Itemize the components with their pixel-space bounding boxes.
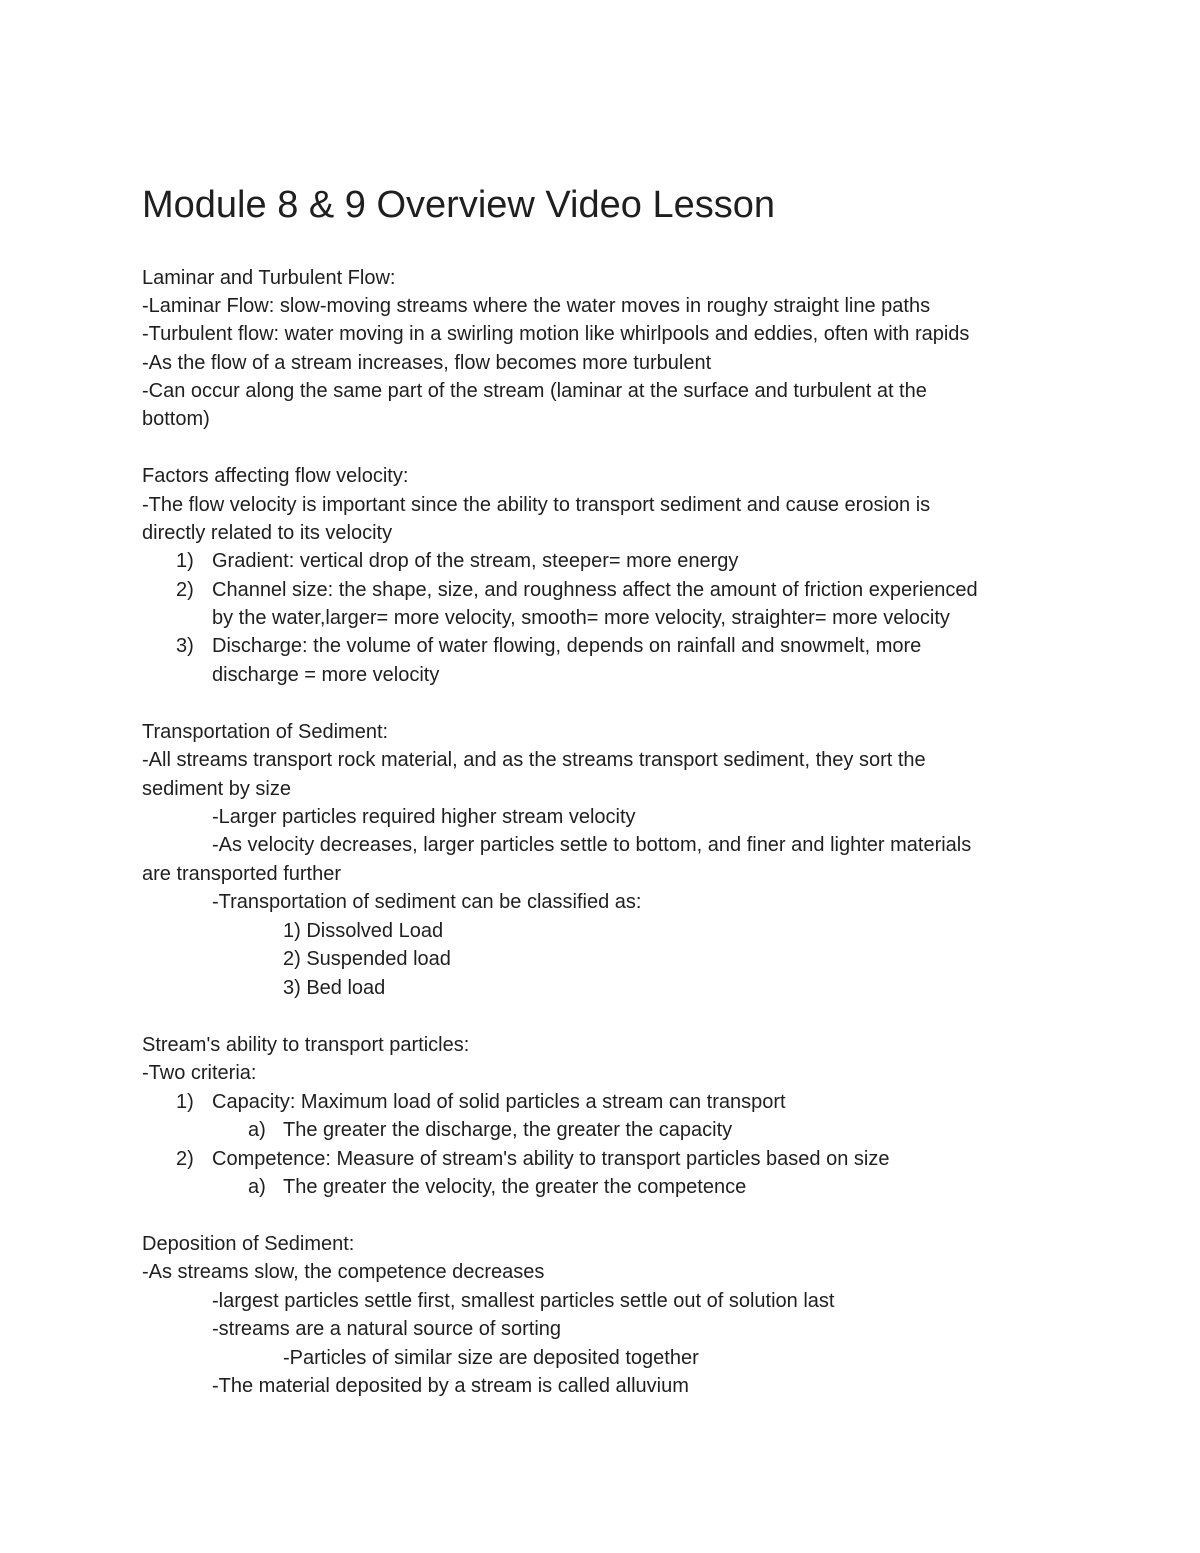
transport-load-item: 3) Bed load <box>283 977 386 999</box>
deposition-line: -As streams slow, the competence decreases <box>142 1261 545 1283</box>
factor-item-discharge: Discharge: the volume of water flowing, depends on rainfall and snowmelt, more <box>212 635 922 657</box>
factor-item-channel-size-cont: by the water,larger= more velocity, smooth= more velocity, straighter= more velocity <box>212 607 950 629</box>
transport-load-item: 2) Suspended load <box>283 948 451 970</box>
transport-load-item: 1) Dissolved Load <box>283 920 444 942</box>
deposition-line: -streams are a natural source of sorting <box>212 1318 562 1340</box>
section-heading-transport: Transportation of Sediment: <box>142 721 389 743</box>
factors-intro-line: directly related to its velocity <box>142 522 393 544</box>
ability-item-competence: Competence: Measure of stream's ability to transport particles based on size <box>212 1148 890 1170</box>
transport-line: -Larger particles required higher stream velocity <box>212 806 636 828</box>
section-heading-deposition: Deposition of Sediment: <box>142 1233 355 1255</box>
laminar-line: -Can occur along the same part of the stream (laminar at the surface and turbulent at the <box>142 380 927 402</box>
ability-sub-item: The greater the discharge, the greater the capacity <box>283 1119 733 1141</box>
factors-intro-line: -The flow velocity is important since the ability to transport sediment and cause erosion is <box>142 494 931 516</box>
transport-line: -Transportation of sediment can be classified as: <box>212 891 642 913</box>
deposition-line: -Particles of similar size are deposited together <box>283 1347 699 1369</box>
factor-item-discharge-cont: discharge = more velocity <box>212 664 440 686</box>
section-heading-factors: Factors affecting flow velocity: <box>142 465 409 487</box>
laminar-line: -As the flow of a stream increases, flow becomes more turbulent <box>142 352 712 374</box>
factor-item-gradient: Gradient: vertical drop of the stream, steeper= more energy <box>212 550 739 572</box>
ability-sub-item: The greater the velocity, the greater the competence <box>283 1176 747 1198</box>
transport-line: sediment by size <box>142 778 291 800</box>
sub-list-letter: a) <box>248 1176 266 1198</box>
list-number: 3) <box>176 635 194 657</box>
sub-list-letter: a) <box>248 1119 266 1141</box>
laminar-line: -Laminar Flow: slow-moving streams where the water moves in roughy straight line paths <box>142 295 931 317</box>
transport-line: -As velocity decreases, larger particles settle to bottom, and finer and lighter materials <box>212 834 972 856</box>
laminar-line: bottom) <box>142 408 210 430</box>
ability-item-capacity: Capacity: Maximum load of solid particles a stream can transport <box>212 1091 786 1113</box>
list-number: 2) <box>176 579 194 601</box>
deposition-line: -largest particles settle first, smallest particles settle out of solution last <box>212 1290 835 1312</box>
deposition-line: -The material deposited by a stream is called alluvium <box>212 1375 689 1397</box>
list-number: 1) <box>176 1091 194 1113</box>
transport-line: -All streams transport rock material, and as the streams transport sediment, they sort the <box>142 749 926 771</box>
page-title: Module 8 & 9 Overview Video Lesson <box>142 184 775 226</box>
factor-item-channel-size: Channel size: the shape, size, and roughness affect the amount of friction experienced <box>212 579 978 601</box>
list-number: 2) <box>176 1148 194 1170</box>
section-heading-laminar: Laminar and Turbulent Flow: <box>142 267 396 289</box>
transport-line: are transported further <box>142 863 341 885</box>
list-number: 1) <box>176 550 194 572</box>
section-heading-ability: Stream's ability to transport particles: <box>142 1034 470 1056</box>
laminar-line: -Turbulent flow: water moving in a swirling motion like whirlpools and eddies, often with rapids <box>142 323 970 345</box>
ability-intro: -Two criteria: <box>142 1062 257 1084</box>
